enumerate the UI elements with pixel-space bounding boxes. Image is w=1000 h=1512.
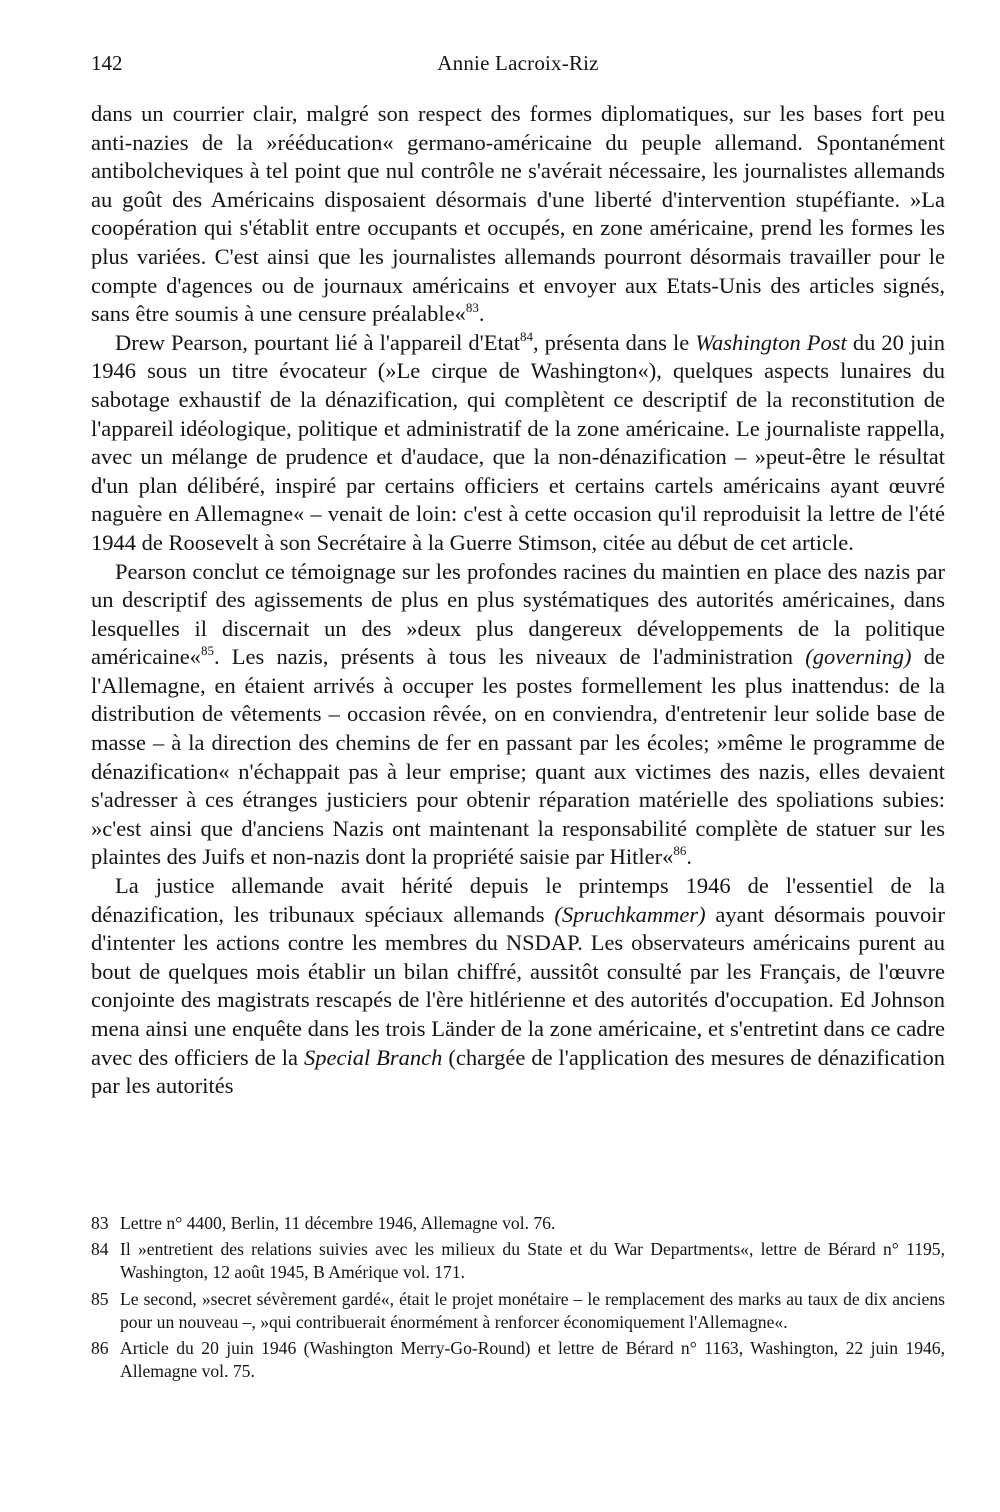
- footnote-marker: 83: [465, 300, 479, 316]
- footnote-marker: 86: [673, 843, 687, 859]
- paragraph: [91, 558, 945, 873]
- footnote-text: Le second, »secret sévèrement gardé«, était le projet monétaire – le remplacement des marks au taux de dix anciens pour un nouveau –, »qui contribuerait énormément à renforcer économiquement l'Allemagne«.: [120, 1288, 945, 1332]
- paragraph: [91, 872, 945, 1101]
- footnote-text: Lettre n° 4400, Berlin, 11 décembre 1946, Allemagne vol. 76.: [120, 1213, 556, 1233]
- italic-text: (governing): [805, 644, 912, 670]
- footnote-marker: 85: [200, 643, 214, 659]
- paragraph-text: dans un courrier clair, malgré son respect des formes diplomatiques, sur les bases fort peu anti-nazies de la »rééducation« germano-américaine du peuple allemand. Spontanément antibolcheviques à tel point que nul contrôle ne s'avérait nécessaire, les journalistes allemands au goût des Américains disposaient désormais d'une liberté d'intervention stupéfiante. »La coopération qui s'établit entre occupants et occupés, en zone américaine, prend les formes les plus variées. C'est ainsi que les journalistes allemands pourront désormais travailler pour le compte d'agences ou de journaux américains et envoyer aux Etats-Unis des articles signés, sans être soumis à une censure préalable«: [91, 101, 945, 327]
- footnote-text: Article du 20 juin 1946 (Washington Merry-Go-Round) et lettre de Bérard n° 1163, Washington, 22 juin 1946, Allemagne vol. 75.: [120, 1338, 945, 1382]
- footnote-number: 84: [91, 1239, 109, 1260]
- paragraph-text: La justice allemande avait hérité depuis le printemps 1946 de l'essentiel de la dénazification, les tribunaux spéciaux allemands: [91, 873, 945, 927]
- footnote-number: 83: [91, 1213, 109, 1233]
- paragraph: [91, 100, 945, 329]
- footnote: [91, 1212, 945, 1235]
- footnote: [91, 1337, 945, 1383]
- footnote-number: 85: [91, 1288, 109, 1309]
- paragraph-text: Drew Pearson, pourtant lié à l'appareil d'Etat: [115, 329, 520, 355]
- paragraph-text: de l'Allemagne, en étaient arrivés à occuper les postes formellement les plus inattendus: de la distribution de vêtements – occasion rêvée, on en conviendra, d'entretenir leur solide base de masse – à la direction des chemins de fer en passant par les écoles; »même le programme de dénazification« n'échappait pas à leur emprise; quant aux victimes des nazis, elles devaient s'adresser à ces étranges justiciers pour obtenir réparation matérielle des spoliations subies: »c'est ainsi que d'anciens Nazis ont maintenant la responsabilité complète de statuer sur les plaintes des Juifs et non-nazis dont la propriété saisie par Hitler«: [91, 644, 945, 870]
- footnote: [91, 1238, 945, 1284]
- paragraph-text: Pearson conclut ce témoignage sur les profondes racines du maintien en place des nazis par un descriptif des agissements de plus en plus systématiques des autorités américaines, dans lesquelles il discernait un des »deux plus dangereux développements de la politique américaine«: [91, 558, 945, 670]
- paragraph: [91, 329, 945, 558]
- paragraph-text: (chargée de l'application des mesures de dénazification par les autorités: [91, 1044, 946, 1099]
- italic-text: Special Branch: [304, 1044, 443, 1070]
- footnote: [91, 1288, 945, 1334]
- italic-text: Washington Post: [695, 329, 847, 355]
- paragraph-text: ayant désormais pouvoir d'intenter les actions contre les membres du NSDAP. Les observateurs américains purent au bout de quelques mois établir un bilan chiffré, aussitôt consulté par les Français, de l'œuvre conjointe des magistrats rescapés de l'ère hitlérienne et des autorités d'occupation. Ed Johnson mena ainsi une enquête dans les trois Länder de la zone américaine, et s'entretint dans ce cadre avec des officiers de la: [91, 901, 946, 1070]
- running-title: Annie Lacroix-Riz: [437, 51, 599, 75]
- paragraph-text: .: [686, 844, 692, 870]
- paragraph-text: . Les nazis, présents à tous les niveaux de l'administration: [213, 644, 806, 670]
- paragraph-text: .: [478, 301, 485, 327]
- footnote-marker: 84: [519, 328, 533, 344]
- footnotes: [91, 1212, 945, 1386]
- running-head: [91, 46, 945, 80]
- body-text: [91, 100, 945, 1101]
- italic-text: (Spruchkammer): [554, 901, 706, 927]
- page-number: 142: [91, 51, 123, 75]
- paragraph-text: , présenta dans le: [532, 329, 696, 355]
- footnote-number: 86: [91, 1338, 109, 1359]
- paragraph-text: du 20 juin 1946 sous un titre évocateur (»Le cirque de Washington«), quelques aspects lunaires du sabotage exhaustif de la dénazification, qui complètent ce descriptif de la reconstitution de l'appareil idéologique, politique et administratif de la zone américaine. Le journaliste rappella, avec un mélange de prudence et d'audace, que la non-dénazification – »peut-être le résultat d'un plan délibéré, inspiré par certains officiers et certains cartels américains ayant œuvré naguère en Allemagne« – venait de loin: c'est à cette occasion qu'il reproduisit la lettre de l'été 1944 de Roosevelt à son Secrétaire à la Guerre Stimson, citée au début de cet article.: [91, 329, 945, 555]
- footnote-text: Il »entretient des relations suivies avec les milieux du State et du War Departments«, lettre de Bérard n° 1195, Washington, 12 août 1945, B Amérique vol. 171.: [120, 1239, 945, 1283]
